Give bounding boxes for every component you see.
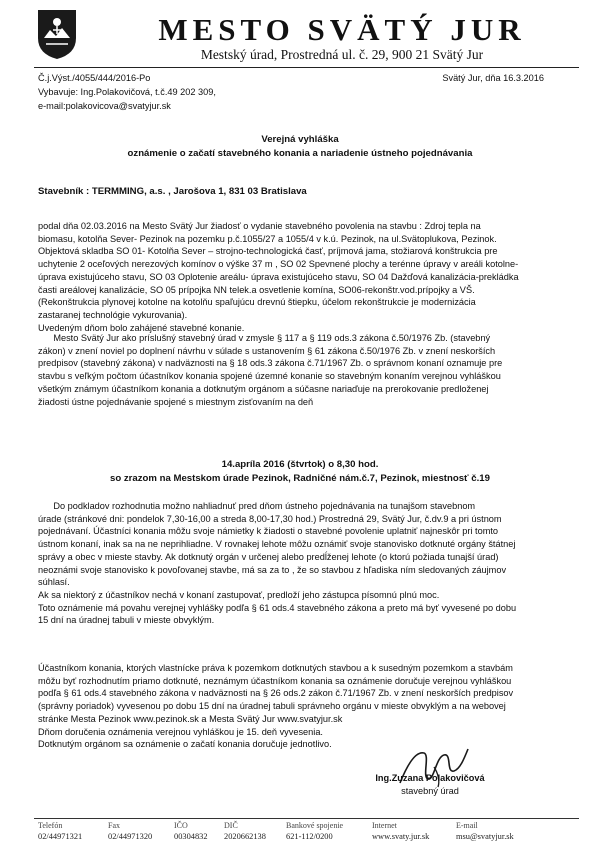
text-line: všetkým známym účastníkom konania a dotknutým orgánom a súčasne nariaďuje na prerokovanie predloženej: [38, 383, 489, 394]
text-line: stránke Mesta Pezinok www.pezinok.sk a Mesta Svätý Jur www.svatyjur.sk: [38, 713, 343, 724]
text-line: ústnom konaní, inak sa na ne neprihliadne. V rovnakej lehote môžu oznámiť svoje stanovisko dotknuté orgány štátnej: [38, 539, 516, 550]
text-line: správy a obec v mieste stavby. Ak dotknutý orgán v určenej alebo predĺženej lehote (o ktorú požiada tunajší úrad): [38, 551, 499, 562]
place-and-date: Svätý Jur, dňa 16.3.2016: [442, 73, 544, 83]
signer-name: Ing.Zuzana Polakovičová: [375, 773, 485, 783]
text-line: časti areálovej kanalizácie, SO 05 prípojka NN telek.a osvetlenie komína, SO06-rekonštr.vod.prípojky a VŠ.: [38, 284, 475, 295]
text-line: neoznámi svoje stanovisko k povoľovanej stavbe, má sa za to , že so stavbou z hľadiska ním sledovaných záujmov: [38, 564, 507, 575]
text-line: zastaranej technológie vykurovania).: [38, 309, 188, 320]
text-line: úprava existujúceho stavu, SO 03 Oplotenie areálu- úprava existujúceho stavu, SO 04 Dažďová kanalizácia-prekládka: [38, 271, 519, 282]
footer-fax: Fax 02/44971320: [108, 821, 153, 841]
text-line: Toto oznámenie má povahu verejnej vyhlášky podľa § 61 ods.4 stavebného zákona a preto má byť vyvesené po dobu: [38, 602, 517, 613]
footer-ico: IČO 00304832: [174, 821, 208, 841]
notice-heading: [40, 133, 560, 161]
text-line: Dotknutým orgánom sa oznámenie o začatí konania doručuje jednotlivo.: [38, 739, 332, 750]
text-line: predpisov (stavebný zákona) v nadväznosti na § 18 ods.3 zákona č.71/1967 Zb. o správnom konaní oznamuje pre: [38, 358, 503, 369]
text-line: Ak sa niektorý z účastníkov nechá v konaní zastupovať, predloží jeho zástupca písomnú plnú moc.: [38, 589, 440, 600]
paragraph-documents: [38, 500, 568, 627]
text-line: Dňom doručenia oznámenia verejnou vyhláškou je 15. deň vyvesenia.: [38, 726, 323, 737]
text-line: zákon) v znení noviel po doplnení návrhu v súlade s ustanovením § 61 zákona č.50/1976 Zb. v znení neskorších: [38, 345, 496, 356]
text-line: (Rekonštrukcia plynovej kotolne na kotolňu spaľujúcu drevnú štiepku, účelom rekonštrukcie je modernizácia: [38, 297, 476, 308]
footer-dic: DIČ 2020662138: [224, 821, 266, 841]
text-line: úrade (stránkové dni: pondelok 7,30-16,00 a streda 8,00-17,30 hod.) Prostredná 29, Svätý Jur, č.dv.9 a pri ústnom: [38, 513, 502, 524]
text-line: žiadosti ústne pojednávanie spojené s miestnym zisťovaním na deň: [38, 396, 314, 407]
reference-block: [38, 72, 216, 114]
signature-block: [360, 772, 500, 798]
text-line: súhlasí.: [38, 577, 70, 588]
footer-divider: [34, 818, 579, 819]
footer-internet: Internet www.svaty.jur.sk: [372, 821, 430, 841]
paragraph-application: [38, 220, 568, 334]
text-line: uchytenie 2 oceľových nerezových komínov o výške 37 m , SO 02 Spevnené plochy a terénne úpravy v areáli kotolne-: [38, 259, 519, 270]
header-divider: [34, 67, 579, 68]
text-line: 15 dní na úradnej tabuli v mieste obvyklým.: [38, 615, 215, 626]
text-line: (správny poriadok) vyvesenou po dobu 15 dní na úradnej tabuli správneho orgánu v mieste obvyklým a na webovej: [38, 701, 506, 712]
text-line: biomasu, kotolňa Sever- Pezinok na pozemku p.č.1055/27 a 1055/4 v k.ú. Pezinok, na ul.Svätoplukova, Pezinok.: [38, 233, 497, 244]
text-line: podal dňa 02.03.2016 na Mesto Svätý Jur žiadosť o vydanie stavebného povolenia na stavbu : Zdroj tepla na: [38, 221, 481, 231]
text-line: Účastníkom konania, ktorých vlastnícke práva k pozemkom dotknutých stavbou a k susedným pozemkom a stavbám: [38, 663, 513, 673]
footer-phone: Telefón 02/44971321: [38, 821, 83, 841]
town-name: MESTO SVÄTÝ JUR: [158, 12, 526, 47]
text-line: Objektová skladba SO 01- Kotolňa Sever – strojno-technologická časť, príjmová jama, stožiarová konštrukcia pre: [38, 246, 498, 257]
text-line: Mesto Svätý Jur ako príslušný stavebný úrad v zmysle § 117 a § 119 ods.3 zákona č.50/1976 Zb. (stavebný: [38, 333, 491, 343]
footer-email: E-mail msu@svatyjur.sk: [456, 821, 514, 841]
file-number: Č.j.Výst./4055/444/2016-Po: [38, 73, 151, 83]
signer-role: stavebný úrad: [401, 786, 459, 796]
text-line: Do podkladov rozhodnutia možno nahliadnuť pred dňom ústneho pojednávania na tunajšom stavebnom: [38, 501, 476, 511]
hearing-details: [40, 458, 560, 486]
paragraph-announcement: [38, 332, 568, 408]
handled-by: Vybavuje: Ing.Polakovičová, t.č.49 202 309,: [38, 87, 216, 97]
hearing-location: so zrazom na Mestskom úrade Pezinok, Radničné nám.č.7, Pezinok, miestnosť č.19: [110, 473, 490, 484]
contact-email: e-mail:polakovicova@svatyjur.sk: [38, 101, 171, 111]
office-address: Mestský úrad, Prostredná ul. č. 29, 900 21 Svätý Jur: [200, 47, 484, 62]
town-crest-icon: [36, 8, 78, 60]
paragraph-delivery: [38, 662, 568, 751]
builder-line: Stavebník : TERMMING, a.s. , Jarošova 1, 831 03 Bratislava: [38, 186, 307, 197]
text-line: Uvedeným dňom bolo zahájené stavebné konanie.: [38, 322, 245, 333]
hearing-date: 14.apríla 2016 (štvrtok) o 8,30 hod.: [221, 459, 379, 470]
notice-subtitle: oznámenie o začatí stavebného konania a nariadenie ústneho pojednávania: [127, 148, 473, 159]
text-line: stavbu s veľkým počtom účastníkov konania spojené územné konanie so stavebným konaním verejnou vyhláškou: [38, 371, 501, 382]
text-line: pojednávaní. Účastníci konania môžu svoje námietky k žiadosti o stavebné povolenie uplatniť najneskôr pri tomto: [38, 526, 499, 537]
text-line: môžu byť rozhodnutím priamo dotknuté, neznámym účastníkom konania sa oznámenie doručuje verejnou vyhláškou: [38, 675, 512, 686]
footer-bank: Bankové spojenie 621-112/0200: [286, 821, 344, 841]
text-line: podľa § 61 ods.4 stavebného zákona v nadväznosti na § 26 ods.2 zákon č.71/1967 Zb. v znení neskorších predpisov: [38, 688, 514, 699]
footer: [38, 820, 583, 848]
notice-title: Verejná vyhláška: [261, 134, 339, 145]
